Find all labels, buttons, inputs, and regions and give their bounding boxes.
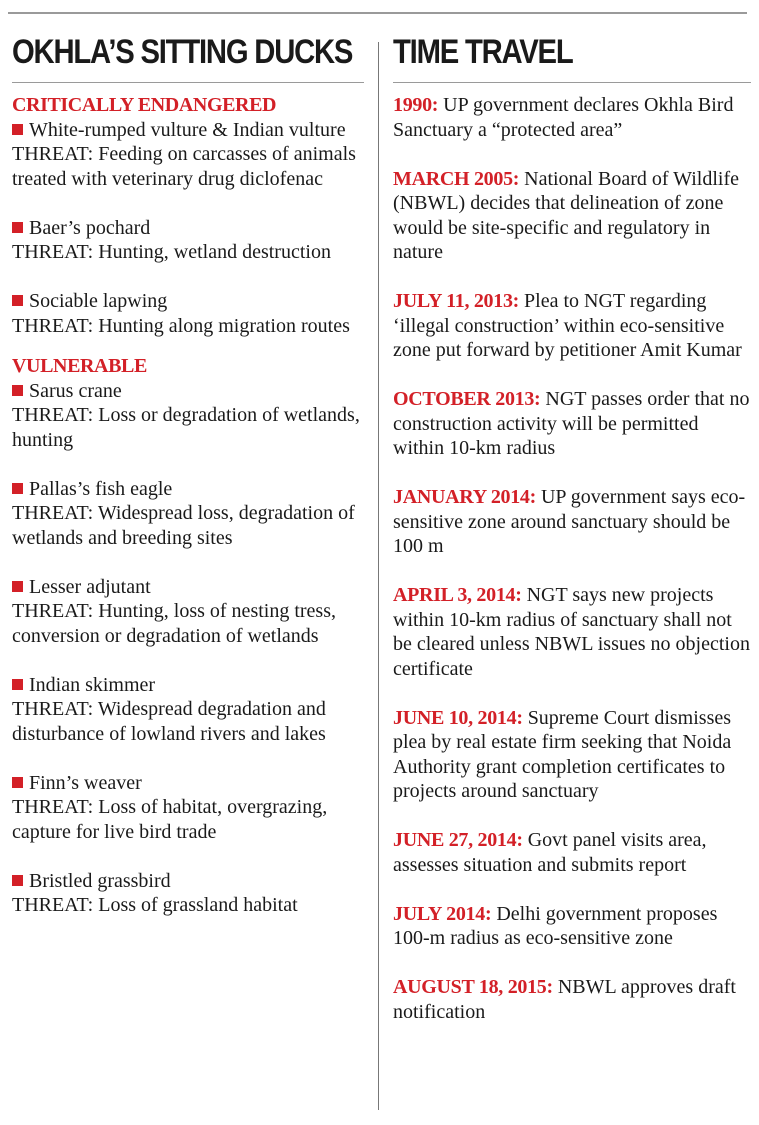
time-travel-column <box>393 30 751 1024</box>
timeline-event <box>393 387 751 461</box>
event-text: Supreme Court dismisses plea by real estate firm seeking that Noida Authority grant completion certificates to projects around sanctuary <box>393 706 732 802</box>
red-square-bullet-icon <box>12 679 23 690</box>
species-name: Indian skimmer <box>29 673 156 696</box>
event-text: National Board of Wildlife (NBWL) decides that delineation of zone would be site-specific and regulatory in nature <box>393 167 740 263</box>
species-threat: THREAT: Hunting, loss of nesting tress, conversion or degradation of wetlands <box>12 600 336 647</box>
species-entry <box>12 477 364 551</box>
timeline-event <box>393 93 751 142</box>
red-square-bullet-icon <box>12 124 23 135</box>
top-rule <box>8 12 747 14</box>
event-text: UP government says eco-sensitive zone around sanctuary should be 100 m <box>393 486 746 557</box>
event-date: JANUARY 2014: <box>393 486 536 508</box>
species-name: Pallas’s fish eagle <box>29 477 173 500</box>
timeline-event <box>393 167 751 265</box>
timeline-event <box>393 583 751 681</box>
red-square-bullet-icon <box>12 483 23 494</box>
timeline-event <box>393 975 751 1024</box>
event-date: JUNE 27, 2014: <box>393 829 523 851</box>
event-date: APRIL 3, 2014: <box>393 584 522 606</box>
red-square-bullet-icon <box>12 385 23 396</box>
event-text: NBWL approves draft notification <box>393 976 736 1023</box>
heading-rule <box>12 82 364 83</box>
species-entry <box>12 575 364 649</box>
event-text: Delhi government proposes 100-m radius as eco-sensitive zone <box>393 902 718 949</box>
species-entry <box>12 379 364 453</box>
timeline-event <box>393 706 751 804</box>
timeline-event <box>393 902 751 951</box>
heading-rule <box>393 82 751 83</box>
species-threat: THREAT: Hunting along migration routes <box>12 314 350 337</box>
red-square-bullet-icon <box>12 777 23 788</box>
event-text: Plea to NGT regarding ‘illegal construction’ within eco-sensitive zone put forward by petitioner Amit Kumar <box>393 290 742 361</box>
species-entry <box>12 216 364 265</box>
column-divider <box>378 42 379 1110</box>
species-threat: THREAT: Loss of habitat, overgrazing, capture for live bird trade <box>12 796 328 843</box>
species-name: Finn’s weaver <box>29 771 142 794</box>
red-square-bullet-icon <box>12 222 23 233</box>
species-name: White-rumped vulture & Indian vulture <box>29 118 346 141</box>
event-text: Govt panel visits area, assesses situation and submits report <box>393 829 707 876</box>
species-entry <box>12 289 364 338</box>
category-vulnerable: VULNERABLE <box>12 355 147 377</box>
species-threat: THREAT: Feeding on carcasses of animals treated with veterinary drug diclofenac <box>12 143 356 190</box>
red-square-bullet-icon <box>12 295 23 306</box>
species-entry <box>12 869 364 918</box>
red-square-bullet-icon <box>12 581 23 592</box>
species-threat: THREAT: Loss of grassland habitat <box>12 894 298 916</box>
event-date: AUGUST 18, 2015: <box>393 976 553 998</box>
species-threat: THREAT: Loss or degradation of wetlands, hunting <box>12 404 360 451</box>
species-threat: THREAT: Widespread loss, degradation of wetlands and breeding sites <box>12 502 355 549</box>
event-text: NGT passes order that no construction activity will be permitted within 10-km radius <box>393 388 750 459</box>
event-date: JULY 11, 2013: <box>393 290 520 312</box>
species-name: Baer’s pochard <box>29 216 151 239</box>
species-name: Sociable lapwing <box>29 290 168 312</box>
timeline-event <box>393 485 751 559</box>
species-name: Lesser adjutant <box>29 575 151 598</box>
event-text: UP government declares Okhla Bird Sanctuary a “protected area” <box>393 94 734 141</box>
category-critically-endangered: CRITICALLY ENDANGERED <box>12 94 277 116</box>
event-date: JUNE 10, 2014: <box>393 706 523 729</box>
species-name: Bristled grassbird <box>29 869 171 892</box>
timeline-event <box>393 289 751 363</box>
timeline-event <box>393 828 751 877</box>
event-date: 1990: <box>393 94 439 116</box>
event-date: JULY 2014: <box>393 902 492 925</box>
species-threat: THREAT: Widespread degradation and disturbance of lowland rivers and lakes <box>12 698 326 745</box>
species-entry <box>12 673 364 747</box>
species-threat: THREAT: Hunting, wetland destruction <box>12 241 331 263</box>
sitting-ducks-heading: OKHLA’S SITTING DUCKS <box>12 33 353 71</box>
sitting-ducks-column <box>12 30 364 918</box>
species-name: Sarus crane <box>29 379 122 402</box>
event-date: MARCH 2005: <box>393 167 520 190</box>
time-travel-heading: TIME TRAVEL <box>393 33 573 71</box>
event-text: NGT says new projects within 10-km radius of sanctuary shall not be cleared unless NBWL issues no objection certificate <box>393 584 750 680</box>
species-entry <box>12 771 364 845</box>
event-date: OCTOBER 2013: <box>393 388 541 410</box>
red-square-bullet-icon <box>12 875 23 886</box>
species-entry <box>12 118 364 192</box>
